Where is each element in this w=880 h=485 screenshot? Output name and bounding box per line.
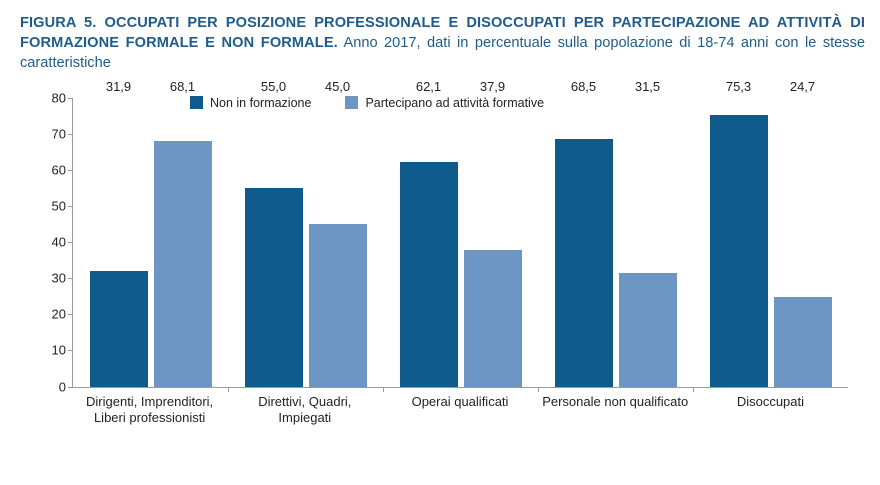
category-line-1: Dirigenti, Imprenditori, — [86, 393, 214, 409]
bar-non-in-formazione[interactable] — [400, 162, 458, 386]
y-axis-tick — [68, 387, 73, 388]
y-axis-label-20: 20 — [51, 306, 66, 322]
bar-groups — [73, 78, 848, 387]
x-axis-category-direttivi — [227, 394, 382, 427]
y-axis-label-70: 70 — [51, 126, 66, 142]
legend-label: Partecipano ad attività formative — [365, 95, 545, 110]
y-axis-label-30: 30 — [51, 270, 66, 286]
bar-group-disoccupati — [693, 78, 848, 387]
bar-wrapper — [464, 78, 522, 387]
x-axis-separator — [383, 387, 384, 392]
bar-group-direttivi — [228, 78, 383, 387]
x-axis-category-personale-non-qualificato — [538, 394, 693, 427]
y-axis-label-0: 0 — [58, 379, 66, 395]
x-axis-separator — [228, 387, 229, 392]
y-axis-label-10: 10 — [51, 342, 66, 358]
bar-wrapper — [710, 78, 768, 387]
bar-wrapper — [90, 78, 148, 387]
bar-wrapper — [154, 78, 212, 387]
x-axis-category-operai-qualificati — [382, 394, 537, 427]
x-axis-separator — [693, 387, 694, 392]
bar-value-label: 31,9 — [105, 78, 132, 94]
bar-value-label: 37,9 — [479, 78, 506, 94]
bar-partecipano[interactable] — [154, 141, 212, 387]
bar-group-personale-non-qualificato — [538, 78, 693, 387]
figure-title-subtitle: Anno 2017, dati in percentuale sulla popolazione di 18-74 anni con le stesse caratteristiche — [20, 34, 865, 71]
x-axis-category-dirigenti — [72, 394, 227, 427]
y-axis-label-50: 50 — [51, 198, 66, 214]
x-axis-separator — [538, 387, 539, 392]
category-line-2: Liberi professionisti — [93, 409, 206, 425]
y-axis-label-80: 80 — [51, 90, 66, 106]
category-line-1: Direttivi, Quadri, Impiegati — [258, 393, 352, 425]
plot-region — [51, 78, 848, 395]
category-line-1: Operai qualificati — [411, 393, 509, 409]
y-axis-label-40: 40 — [51, 234, 66, 250]
bar-non-in-formazione[interactable] — [555, 139, 613, 386]
bar-value-label: 24,7 — [789, 78, 816, 94]
bar-non-in-formazione[interactable] — [245, 188, 303, 387]
x-axis-category-disoccupati — [693, 394, 848, 427]
bar-value-label: 68,1 — [169, 78, 196, 94]
legend-label: Non in formazione — [210, 95, 312, 110]
bar-value-label: 31,5 — [634, 78, 661, 94]
x-axis-categories — [72, 394, 848, 427]
bar-partecipano[interactable] — [619, 273, 677, 387]
bar-value-label: 45,0 — [324, 78, 351, 94]
bar-value-label: 68,5 — [570, 78, 597, 94]
bar-wrapper — [309, 78, 367, 387]
bar-value-label: 55,0 — [260, 78, 287, 94]
bar-group-operai-qualificati — [383, 78, 538, 387]
bar-group-dirigenti — [73, 78, 228, 387]
bar-wrapper — [555, 78, 613, 387]
bar-partecipano[interactable] — [774, 297, 832, 386]
bar-value-label: 62,1 — [415, 78, 442, 94]
chart-area — [20, 78, 860, 448]
figure-title — [20, 14, 865, 74]
bar-wrapper — [400, 78, 458, 387]
bar-wrapper — [619, 78, 677, 387]
category-line-1: Personale non qualificato — [542, 393, 689, 409]
y-axis-label-60: 60 — [51, 162, 66, 178]
bar-non-in-formazione[interactable] — [90, 271, 148, 386]
category-line-1: Disoccupati — [736, 393, 805, 409]
bar-non-in-formazione[interactable] — [710, 115, 768, 387]
bar-value-label: 75,3 — [725, 78, 752, 94]
bar-wrapper — [774, 78, 832, 387]
bar-partecipano[interactable] — [309, 224, 367, 387]
figure-title-main: FIGURA 5. OCCUPATI PER POSIZIONE PROFESSIONALE E DISOCCUPATI PER PARTECIPAZIONE AD ATTIVITÀ DI FORMAZIONE FORMALE E NON FORMALE. — [20, 15, 865, 51]
bar-partecipano[interactable] — [464, 250, 522, 387]
